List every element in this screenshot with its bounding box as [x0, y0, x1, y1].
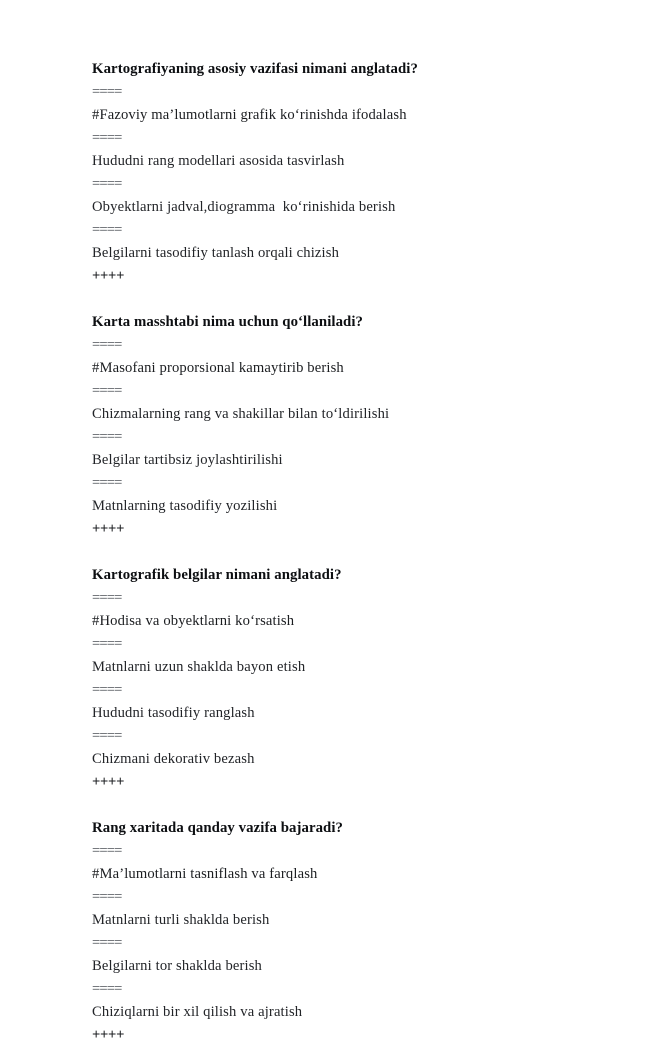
answer-option: #Hodisa va obyektlarni koʻrsatish [92, 613, 295, 629]
answer-option: #Masofani proporsional kamaytirib berish [92, 360, 344, 376]
answer-option: Chizmani dekorativ bezash [92, 751, 255, 767]
separator: ==== [92, 889, 122, 905]
block-terminator: ++++ [92, 268, 125, 284]
question-block [92, 564, 592, 794]
answer-option: Hududni tasodifiy ranglash [92, 705, 255, 721]
separator: ==== [92, 590, 122, 606]
answer-option: Chizmalarning rang va shakillar bilan toʻldirilishi [92, 406, 390, 422]
block-terminator: ++++ [92, 774, 125, 790]
question-heading: Rang xaritada qanday vazifa bajaradi? [92, 820, 344, 836]
answer-option: #Ma’lumotlarni tasniflash va farqlash [92, 866, 318, 882]
block-terminator: ++++ [92, 1027, 125, 1043]
question-heading: Kartografiyaning asosiy vazifasi nimani anglatadi? [92, 61, 418, 77]
question-block [92, 311, 592, 541]
answer-option: Matnlarni turli shaklda berish [92, 912, 270, 928]
question-heading: Karta masshtabi nima uchun qoʻllaniladi? [92, 314, 364, 330]
separator: ==== [92, 475, 122, 491]
answer-option: Matnlarning tasodifiy yozilishi [92, 498, 278, 514]
block-terminator: ++++ [92, 521, 125, 537]
separator: ==== [92, 682, 122, 698]
answer-option: Belgilarni tor shaklda berish [92, 958, 262, 974]
question-heading: Kartografik belgilar nimani anglatadi? [92, 567, 342, 583]
answer-option: Belgilarni tasodifiy tanlash orqali chizish [92, 245, 340, 261]
separator: ==== [92, 383, 122, 399]
separator: ==== [92, 935, 122, 951]
separator: ==== [92, 429, 122, 445]
separator: ==== [92, 981, 122, 997]
separator: ==== [92, 843, 122, 859]
answer-option: Hududni rang modellari asosida tasvirlash [92, 153, 345, 169]
answer-option: #Fazoviy ma’lumotlarni grafik koʻrinishda ifodalash [92, 107, 407, 123]
separator: ==== [92, 636, 122, 652]
question-block [92, 58, 592, 288]
separator: ==== [92, 130, 122, 146]
separator: ==== [92, 337, 122, 353]
answer-option: Belgilar tartibsiz joylashtirilishi [92, 452, 283, 468]
answer-option: Chiziqlarni bir xil qilish va ajratish [92, 1004, 303, 1020]
separator: ==== [92, 176, 122, 192]
question-block [92, 817, 592, 1047]
document-text-body [92, 58, 592, 1047]
answer-option: Obyektlarni jadval,diogramma koʻrinishida berish [92, 199, 396, 215]
separator: ==== [92, 222, 122, 238]
separator: ==== [92, 84, 122, 100]
answer-option: Matnlarni uzun shaklda bayon etish [92, 659, 306, 675]
separator: ==== [92, 728, 122, 744]
